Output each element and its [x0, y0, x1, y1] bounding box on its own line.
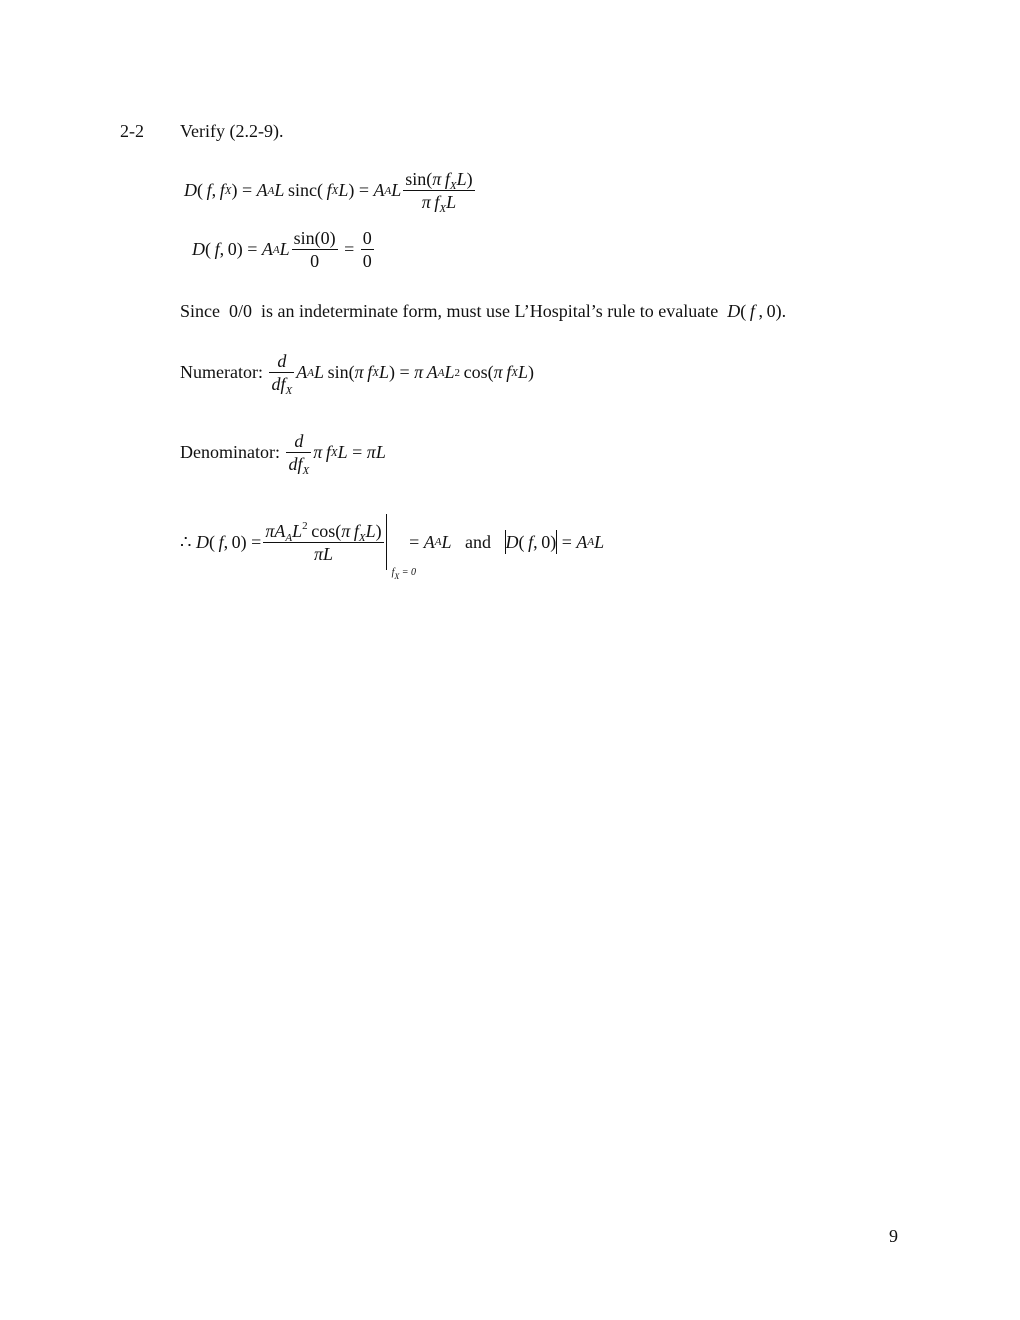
page-number: 9	[889, 1226, 898, 1246]
numerator-derivative: Numerator: $\frac{d}{df_X}$ A A L sin( π f X L ) = π A A L 2 cos( π f X L )	[180, 351, 535, 397]
and-word: and	[465, 531, 492, 552]
numerator-label: Numerator:	[180, 362, 263, 382]
indeterminate-sentence: Since 0/0 is an indeterminate form, must use L’Hospital’s rule to evaluate D( f , 0).	[180, 301, 787, 321]
equation-d-of-f-zero: D ( f , 0) = A A L $\frac{\sin(0)}{0}$ = $\frac{0}{0}$	[192, 228, 372, 271]
therefore-result: ∴ D ( f , 0) = $\frac{\pi A_AL^2 \cos(\pi f_XL)}{\pi L}$ $f_X = 0$ = A A L and D ( f , 0) = A A L	[180, 514, 604, 570]
problem-number: 2-2	[120, 121, 144, 141]
problem-statement: Verify (2.2-9).	[180, 121, 284, 141]
equation-d-of-f-fx: D ( f , f X ) = A A L sinc( f X L ) = A A L $\frac{\sin(\pi f_XL)}{\pi f_XL}$	[184, 169, 473, 215]
denominator-label: Denominator:	[180, 442, 280, 462]
denominator-derivative: Denominator: $\frac{d}{df_X}$ π f X L = π L	[180, 431, 386, 477]
